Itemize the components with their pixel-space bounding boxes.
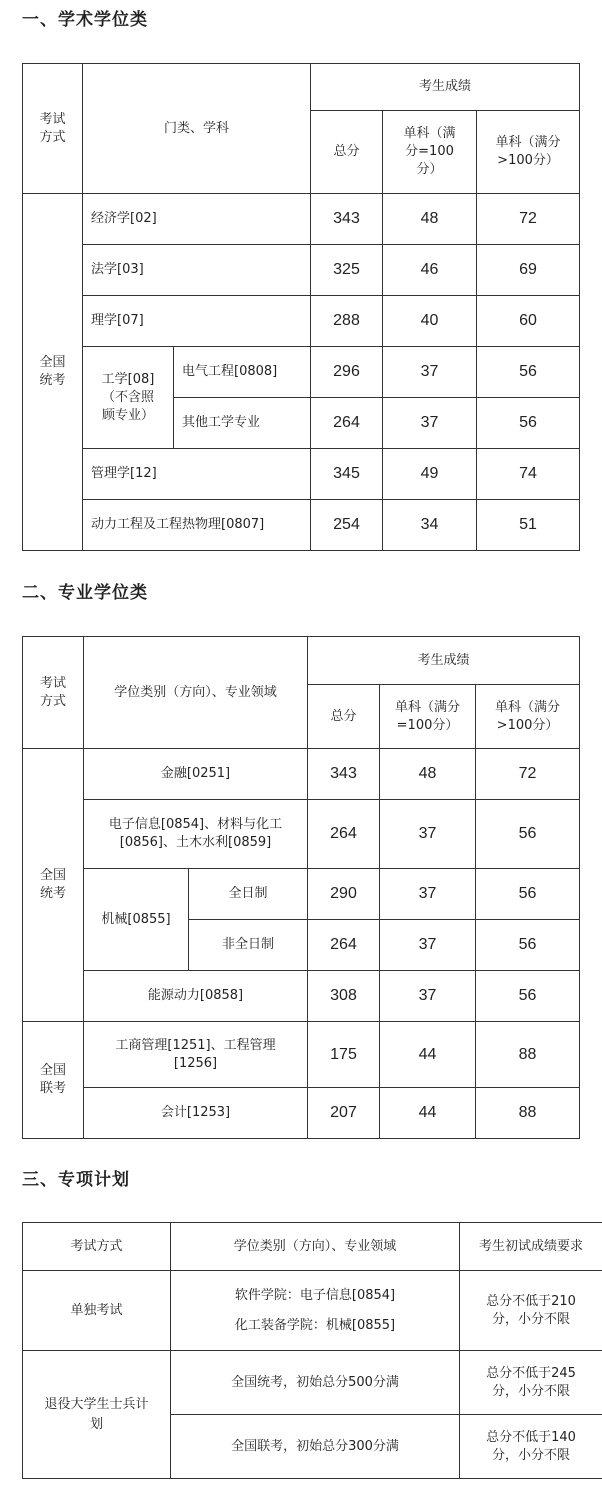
subject-cell: 电子信息[0854]、材料与化工 [0856]、土木水利[0859] [84, 800, 308, 869]
special-plan-table [22, 1222, 602, 1479]
total-score: 325 [311, 245, 383, 296]
academic-degree-table [22, 63, 580, 551]
header-scores: 考生成绩 [308, 637, 580, 685]
single-score-100: 37 [380, 971, 476, 1022]
single-score-100: 37 [380, 800, 476, 869]
total-score: 288 [311, 296, 383, 347]
total-score: 175 [308, 1022, 380, 1088]
header-single-gt100: 单科（满分 >100分） [477, 111, 580, 194]
total-score: 296 [311, 347, 383, 398]
subject-cell: 工商管理[1251]、工程管理 [1256] [84, 1022, 308, 1088]
total-score: 264 [311, 398, 383, 449]
section-2-title: 二、专业学位类 [22, 583, 148, 603]
table-row [23, 971, 580, 1022]
subject-cell: 会计[1253] [84, 1088, 308, 1139]
single-score-gt100: 56 [476, 869, 580, 920]
single-score-100: 37 [383, 347, 477, 398]
total-score: 254 [311, 500, 383, 551]
subject-cell: 动力工程及工程热物理[0807] [83, 500, 311, 551]
subject-cell: 金融[0251] [84, 749, 308, 800]
single-score-100: 46 [383, 245, 477, 296]
exam-method-cell: 单独考试 [23, 1271, 171, 1351]
subject-cell: 软件学院：电子信息[0854] 化工装备学院：机械[0855] [171, 1271, 460, 1351]
header-subject: 学位类别（方向）、专业领域 [171, 1223, 460, 1271]
subject-cell: 全日制 [189, 869, 308, 920]
subject-cell: 电气工程[0808] [174, 347, 311, 398]
single-score-gt100: 51 [477, 500, 580, 551]
header-exam-method: 考试 方式 [23, 637, 84, 749]
header-requirement: 考生初试成绩要求 [460, 1223, 602, 1271]
single-score-gt100: 60 [477, 296, 580, 347]
single-score-100: 34 [383, 500, 477, 551]
header-exam-method: 考试 方式 [23, 64, 83, 194]
single-score-gt100: 56 [476, 971, 580, 1022]
subject-cell: 能源动力[0858] [84, 971, 308, 1022]
engineering-group: 工学[08] （不含照 顾专业） [83, 347, 174, 449]
single-score-gt100: 56 [476, 920, 580, 971]
subject-cell: 经济学[02] [83, 194, 311, 245]
single-score-gt100: 88 [476, 1088, 580, 1139]
single-score-gt100: 72 [476, 749, 580, 800]
machinery-group: 机械[0855] [84, 869, 189, 971]
single-score-gt100: 56 [476, 800, 580, 869]
single-score-100: 44 [380, 1088, 476, 1139]
table-row [23, 800, 580, 869]
single-score-100: 44 [380, 1022, 476, 1088]
table-row [23, 1022, 580, 1088]
header-single-100: 单科（满 分=100 分） [383, 111, 477, 194]
single-score-100: 48 [383, 194, 477, 245]
header-scores: 考生成绩 [311, 64, 580, 111]
single-score-gt100: 56 [477, 347, 580, 398]
single-score-100: 49 [383, 449, 477, 500]
subject-cell: 全国联考，初始总分300分满 [171, 1415, 460, 1479]
header-single-100: 单科（满分 =100分） [380, 685, 476, 749]
total-score: 264 [308, 800, 380, 869]
single-score-gt100: 69 [477, 245, 580, 296]
table-row [23, 1351, 602, 1415]
table-row [23, 194, 580, 245]
group-national-exam: 全国 统考 [23, 194, 83, 551]
table-row [23, 1088, 580, 1139]
header-total: 总分 [311, 111, 383, 194]
total-score: 207 [308, 1088, 380, 1139]
subject-cell: 其他工学专业 [174, 398, 311, 449]
table-row [23, 245, 580, 296]
subject-cell: 管理学[12] [83, 449, 311, 500]
single-score-100: 37 [380, 920, 476, 971]
table-row [23, 296, 580, 347]
single-score-100: 48 [380, 749, 476, 800]
table-row [23, 749, 580, 800]
requirement-cell: 总分不低于245 分，小分不限 [460, 1351, 602, 1415]
header-subject: 学位类别（方向）、专业领域 [84, 637, 308, 749]
requirement-cell: 总分不低于210 分，小分不限 [460, 1271, 602, 1351]
group-joint-exam: 全国 联考 [23, 1022, 84, 1139]
total-score: 264 [308, 920, 380, 971]
total-score: 308 [308, 971, 380, 1022]
total-score: 343 [308, 749, 380, 800]
single-score-gt100: 72 [477, 194, 580, 245]
subject-cell: 非全日制 [189, 920, 308, 971]
single-score-100: 37 [383, 398, 477, 449]
subject-cell: 全国统考，初始总分500分满 [171, 1351, 460, 1415]
exam-method-cell: 退役大学生士兵计 划 [23, 1351, 171, 1479]
table-row [23, 449, 580, 500]
header-exam-method: 考试方式 [23, 1223, 171, 1271]
header-single-gt100: 单科（满分 >100分） [476, 685, 580, 749]
single-score-100: 37 [380, 869, 476, 920]
professional-degree-table [22, 636, 580, 1139]
subject-cell: 理学[07] [83, 296, 311, 347]
group-national-exam: 全国 统考 [23, 749, 84, 1022]
total-score: 345 [311, 449, 383, 500]
single-score-gt100: 88 [476, 1022, 580, 1088]
table-row [23, 1271, 602, 1351]
total-score: 290 [308, 869, 380, 920]
header-subject: 门类、学科 [83, 64, 311, 194]
requirement-cell: 总分不低于140 分，小分不限 [460, 1415, 602, 1479]
section-3-title: 三、专项计划 [22, 1170, 130, 1190]
subject-cell: 法学[03] [83, 245, 311, 296]
single-score-gt100: 74 [477, 449, 580, 500]
table-row [23, 869, 580, 920]
total-score: 343 [311, 194, 383, 245]
table-row [23, 347, 580, 398]
single-score-gt100: 56 [477, 398, 580, 449]
header-total: 总分 [308, 685, 380, 749]
section-1-title: 一、学术学位类 [22, 10, 148, 30]
single-score-100: 40 [383, 296, 477, 347]
table-row [23, 500, 580, 551]
